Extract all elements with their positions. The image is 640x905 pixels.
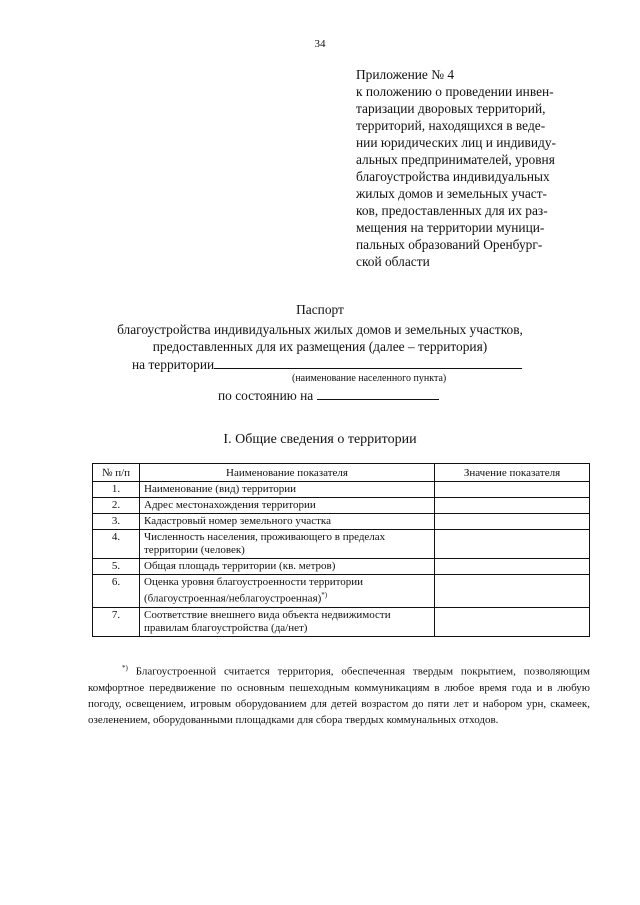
date-line — [218, 387, 439, 404]
row-num: 2. — [93, 498, 140, 514]
row-value[interactable] — [435, 607, 590, 636]
table-row — [93, 482, 590, 498]
appendix-block — [356, 66, 606, 270]
row-name: Соответствие внешнего вида объекта недвижимости правилам благоустройства (да/нет) — [140, 607, 435, 636]
table-header-row — [93, 464, 590, 482]
territory-hint: (наименование населенного пункта) — [292, 373, 447, 384]
row-value[interactable] — [435, 575, 590, 608]
row-value[interactable] — [435, 530, 590, 559]
row-num: 1. — [93, 482, 140, 498]
footnote-mark: *) — [321, 591, 328, 599]
footnote-mark: *) — [122, 664, 128, 672]
appendix-heading: Приложение № 4 — [356, 67, 455, 82]
footnote — [88, 660, 590, 728]
table-row — [93, 498, 590, 514]
appendix-line: территорий, находящихся в веде- — [356, 118, 546, 133]
appendix-line: ков, предоставленных для их раз- — [356, 203, 548, 218]
table-row — [93, 575, 590, 608]
row-value[interactable] — [435, 482, 590, 498]
table-row — [93, 530, 590, 559]
appendix-line: пальных образований Оренбург- — [356, 237, 543, 252]
row-name: Кадастровый номер земельного участка — [140, 514, 435, 530]
table-row — [93, 607, 590, 636]
row-value[interactable] — [435, 498, 590, 514]
table-row — [93, 559, 590, 575]
header-num: № п/п — [93, 464, 140, 482]
row-name: Оценка уровня благоустроенности территории (благоустроенная/неблагоустроенная) — [144, 576, 364, 605]
appendix-line: нии юридических лиц и индивиду- — [356, 135, 557, 150]
territory-blank[interactable] — [214, 356, 522, 369]
appendix-line: ской области — [356, 254, 430, 269]
appendix-line: жилых домов и земельных участ- — [356, 186, 548, 201]
indicators-table — [92, 463, 590, 637]
page-number: 34 — [314, 38, 326, 50]
row-name: Численность населения, проживающего в пределах территории (человек) — [140, 530, 435, 559]
row-num: 3. — [93, 514, 140, 530]
territory-line — [132, 356, 522, 373]
header-value: Значение показателя — [435, 464, 590, 482]
appendix-line: таризации дворовых территорий, — [356, 101, 546, 116]
row-num: 5. — [93, 559, 140, 575]
row-num: 7. — [93, 607, 140, 636]
section-title: I. Общие сведения о территории — [223, 432, 417, 447]
footnote-text: Благоустроенной считается территория, обеспеченная твердым покрытием, позволяющим комфортное передвижение по основным пешеходным коммуникациям в любое время года и в любую погоду, освещением, игровым оборудованием для детей возрастом до пяти лет и набором урн, скамеек, озеленением, оборудованными площадками для сбора твердых коммунальных отходов. — [88, 665, 591, 726]
appendix-line: альных предпринимателей, уровня — [356, 152, 555, 167]
row-name-cell — [140, 575, 435, 608]
row-value[interactable] — [435, 514, 590, 530]
date-label: по состоянию на — [218, 388, 314, 403]
row-name: Адрес местонахождения территории — [140, 498, 435, 514]
date-blank[interactable] — [317, 387, 439, 400]
passport-subtitle-line-1: благоустройства индивидуальных жилых домов и земельных участков, — [117, 322, 523, 337]
passport-subtitle-line-2: предоставленных для их размещения (далее – территория) — [152, 339, 488, 354]
territory-label: на территории — [132, 357, 215, 372]
row-value[interactable] — [435, 559, 590, 575]
row-num: 4. — [93, 530, 140, 559]
row-name: Наименование (вид) территории — [140, 482, 435, 498]
row-num: 6. — [93, 575, 140, 608]
appendix-line: к положению о проведении инвен- — [356, 84, 554, 99]
passport-title: Паспорт — [296, 302, 344, 317]
table-row — [93, 514, 590, 530]
appendix-line: благоустройства индивидуальных — [356, 169, 550, 184]
header-name: Наименование показателя — [140, 464, 435, 482]
row-name: Общая площадь территории (кв. метров) — [140, 559, 435, 575]
appendix-line: мещения на территории муници- — [356, 220, 545, 235]
